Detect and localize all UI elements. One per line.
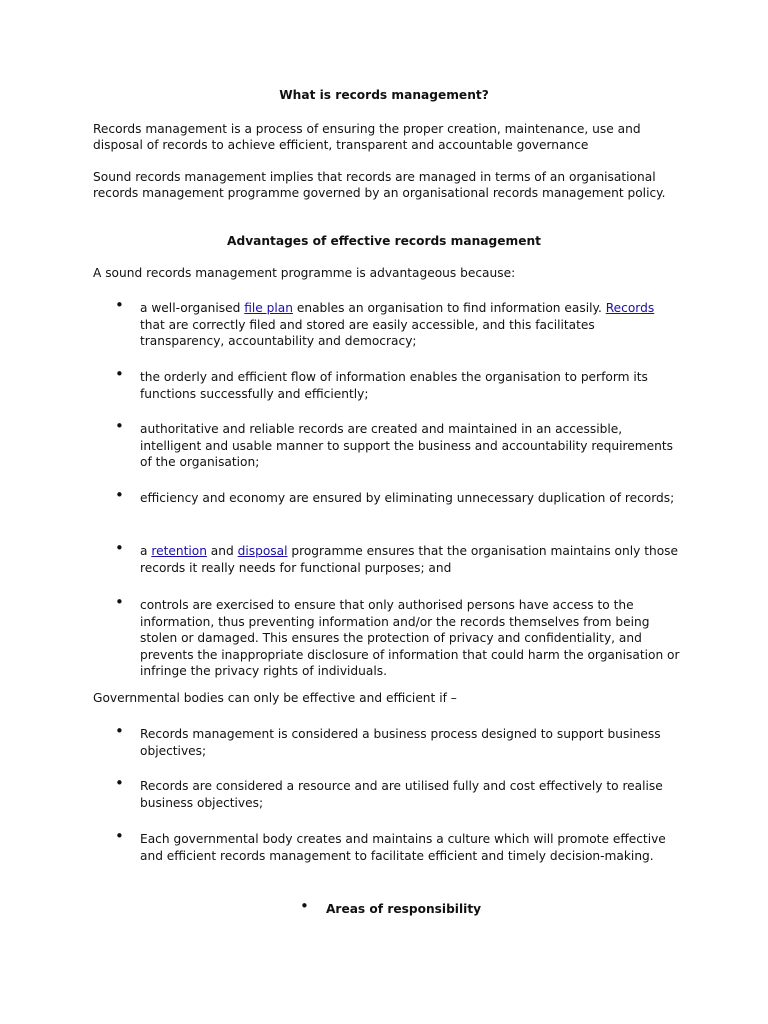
intro-paragraph-2: Sound records management implies that records are managed in terms of an organisational records management programme governed by an organisational records management policy. bbox=[93, 170, 666, 200]
list-item-text: a well-organised file plan enables an organisation to find information easily. Records that are correctly filed and stored are easily accessible, and this facilitates transparency, accountability and democracy; bbox=[140, 301, 655, 348]
list-item-text: Records management is considered a business process designed to support business objectives; bbox=[140, 727, 661, 758]
bullet-icon: • bbox=[115, 827, 124, 845]
advantages-heading: Advantages of effective records management bbox=[227, 234, 541, 248]
bullet-icon: • bbox=[115, 486, 124, 504]
bullet-icon: • bbox=[115, 539, 124, 557]
records-link[interactable]: Records bbox=[605, 301, 655, 315]
bullet-icon: • bbox=[115, 722, 124, 740]
list-item-text: Each governmental body creates and maintains a culture which will promote effective and efficient records management to facilitate efficient and timely decision-making. bbox=[140, 832, 666, 863]
bullet-icon: • bbox=[115, 417, 124, 435]
list-item-text: authoritative and reliable records are created and maintained in an accessible, intelligent and usable manner to support the business and accountability requirements of the organisation; bbox=[140, 422, 673, 469]
governmental-lead: Governmental bodies can only be effective and efficient if – bbox=[93, 691, 457, 705]
list-item-text: efficiency and economy are ensured by eliminating unnecessary duplication of records; bbox=[140, 491, 675, 505]
file-plan-link[interactable]: file plan bbox=[244, 301, 293, 315]
list-item-text: the orderly and efficient flow of information enables the organisation to perform its functions successfully and efficiently; bbox=[140, 370, 648, 401]
intro-paragraph-1: Records management is a process of ensuring the proper creation, maintenance, use and disposal of records to achieve efficient, transparent and accountable governance bbox=[93, 122, 641, 152]
bullet-icon: • bbox=[115, 593, 124, 611]
advantages-lead: A sound records management programme is advantageous because: bbox=[93, 266, 516, 280]
list-item-text: a retention and disposal programme ensures that the organisation maintains only those records it really needs for functional purposes; and bbox=[140, 544, 678, 575]
bullet-icon: • bbox=[300, 897, 309, 915]
list-item-text: controls are exercised to ensure that only authorised persons have access to the information, thus preventing information and/or the records themselves from being stolen or damaged. This ensures the protection of privacy and confidentiality, and prevents the inappropriate disclosure of information that could harm the organisation or infringe the privacy rights of individuals. bbox=[140, 598, 680, 678]
bullet-icon: • bbox=[115, 296, 124, 314]
list-item-text: Records are considered a resource and are utilised fully and cost effectively to realise business objectives; bbox=[140, 779, 663, 810]
bullet-icon: • bbox=[115, 774, 124, 792]
retention-link[interactable]: retention bbox=[151, 544, 207, 558]
disposal-link[interactable]: disposal bbox=[237, 544, 288, 558]
bullet-icon: • bbox=[115, 365, 124, 383]
final-heading-text: Areas of responsibility bbox=[326, 902, 482, 916]
page-title: What is records management? bbox=[279, 88, 489, 102]
